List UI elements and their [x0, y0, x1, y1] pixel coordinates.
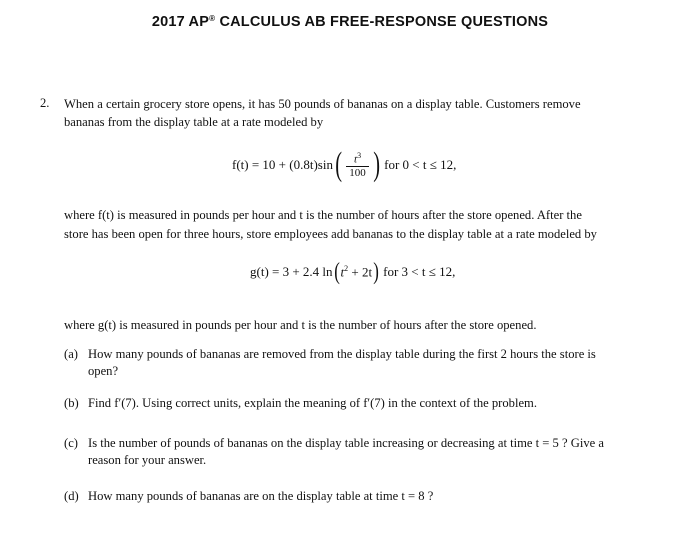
f-frac-num-exp: 3 [357, 151, 362, 161]
header-title-post: CALCULUS AB FREE-RESPONSE QUESTIONS [215, 14, 549, 30]
mid-line-2: store has been open for three hours, store employees add bananas to the display table at a rate modeled by [64, 227, 597, 241]
part-b-label: (b) [64, 396, 79, 410]
header-title-pre: 2017 AP [151, 14, 210, 30]
part-b-line-1: Find f′(7). Using correct units, explain the meaning of f′(7) in the context of the problem. [88, 396, 537, 410]
g-equation-lhs: g(t) = 3 + 2.4 ln [250, 264, 333, 279]
part-a [64, 346, 684, 382]
part-d-label: (d) [64, 489, 79, 503]
f-frac-num-base: t [354, 153, 358, 166]
f-frac-den: 100 [349, 166, 366, 179]
after-g-line: where g(t) is measured in pounds per hour and t is the number of hours after the store opened. [64, 318, 537, 332]
part-b [64, 395, 684, 413]
part-a-line-1: How many pounds of bananas are removed from the display table during the first 2 hours the store is [88, 347, 596, 361]
g-inner-exp: 2 [344, 263, 349, 273]
part-c-line-2: reason for your answer. [88, 453, 207, 467]
g-equation: g(t) = 3 + 2.4 ln ( $t^2 + 2t$ ) for 3 < t ≤ 12, [250, 259, 456, 285]
page-header [0, 14, 700, 30]
f-equation-lhs: f(t) = 10 + (0.8t)sin [232, 157, 333, 172]
part-c [64, 435, 684, 471]
g-inner-base: t [340, 264, 345, 280]
g-equation-domain: for 3 < t ≤ 12, [383, 264, 456, 279]
f-equation-domain: for 0 < t ≤ 12, [384, 157, 457, 172]
intro-line-1: When a certain grocery store opens, it has 50 pounds of bananas on a display table. Customers remove [64, 97, 581, 111]
mid-line-1: where f(t) is measured in pounds per hour and t is the number of hours after the store opened. After the [64, 208, 582, 222]
part-d [64, 488, 684, 506]
part-c-line-1: Is the number of pounds of bananas on the display table increasing or decreasing at time t = 5 ? Give a [88, 436, 604, 450]
f-equation: f(t) = 10 + (0.8t)sin ( $\frac{t^3}{100}$ ) for 0 < t ≤ 12, [232, 146, 457, 183]
f-fraction [346, 150, 369, 180]
g-inner-rest: + 2t [348, 264, 373, 280]
part-a-line-2: open? [88, 364, 119, 378]
intro-line-2: bananas from the display table at a rate modeled by [64, 115, 324, 129]
registered-mark: ® [209, 14, 216, 23]
part-d-line-1: How many pounds of bananas are on the display table at time t = 8 ? [88, 489, 434, 503]
part-a-label: (a) [64, 347, 78, 361]
problem-number: 2. [40, 96, 50, 110]
part-c-label: (c) [64, 436, 78, 450]
